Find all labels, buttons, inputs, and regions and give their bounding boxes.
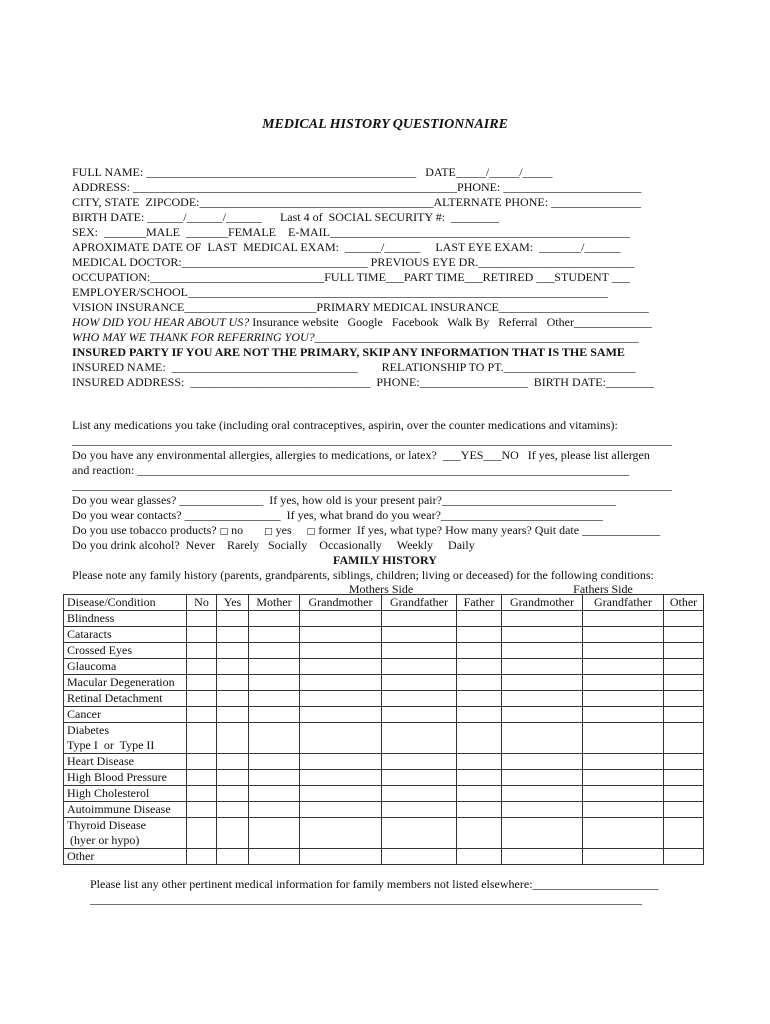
condition-cell[interactable]	[217, 611, 249, 627]
condition-cell[interactable]	[382, 659, 457, 675]
table-row	[64, 849, 704, 865]
table-row	[64, 818, 704, 849]
tobacco-no-label: no	[228, 523, 244, 537]
condition-cell[interactable]	[187, 818, 217, 849]
condition-label: Heart Disease	[64, 754, 187, 770]
condition-cell[interactable]	[249, 691, 300, 707]
condition-cell[interactable]	[502, 786, 583, 802]
tobacco-yes-checkbox[interactable]: □	[264, 527, 273, 537]
condition-cell[interactable]	[300, 754, 382, 770]
condition-cell[interactable]	[457, 849, 502, 865]
condition-cell[interactable]	[187, 627, 217, 643]
condition-cell[interactable]	[300, 723, 382, 754]
condition-cell[interactable]	[249, 643, 300, 659]
medications-blank-line[interactable]: ____________________________________________________________________________________________________	[72, 433, 672, 447]
tobacco-former-label[interactable]: former If yes, what type? How many years? Quit date _____________	[315, 523, 661, 537]
condition-cell[interactable]	[382, 611, 457, 627]
condition-cell[interactable]	[502, 723, 583, 754]
condition-cell[interactable]	[664, 691, 704, 707]
condition-label: Blindness	[64, 611, 187, 627]
condition-label: Autoimmune Disease	[64, 802, 187, 818]
condition-cell[interactable]	[583, 770, 664, 786]
condition-label: Diabetes Type I or Type II	[64, 723, 187, 754]
condition-cell[interactable]	[300, 659, 382, 675]
condition-cell[interactable]	[300, 675, 382, 691]
insurance-line[interactable]: VISION INSURANCE______________________PRIMARY MEDICAL INSURANCE_________________________	[72, 300, 649, 314]
condition-cell[interactable]	[664, 707, 704, 723]
header-yes: Yes	[217, 595, 249, 611]
condition-cell[interactable]	[502, 802, 583, 818]
alcohol-line[interactable]: Do you drink alcohol? Never Rarely Socially Occasionally Weekly Daily	[72, 538, 475, 552]
condition-cell[interactable]	[187, 643, 217, 659]
condition-cell[interactable]	[249, 818, 300, 849]
condition-cell[interactable]	[583, 849, 664, 865]
city-state-zip-line[interactable]: CITY, STATE ZIPCODE:_______________________________________ALTERNATE PHONE: _______________	[72, 195, 642, 209]
header-maternal-grandfather: Grandfather	[382, 595, 457, 611]
condition-cell[interactable]	[502, 659, 583, 675]
condition-cell[interactable]	[300, 802, 382, 818]
condition-cell[interactable]	[300, 691, 382, 707]
insured-heading: INSURED PARTY IF YOU ARE NOT THE PRIMARY, SKIP ANY INFORMATION THAT IS THE SAME	[72, 345, 625, 359]
condition-cell[interactable]	[457, 611, 502, 627]
condition-cell[interactable]	[382, 691, 457, 707]
condition-cell[interactable]	[300, 786, 382, 802]
condition-cell[interactable]	[249, 786, 300, 802]
table-row	[64, 691, 704, 707]
table-row	[64, 770, 704, 786]
condition-cell[interactable]	[664, 818, 704, 849]
header-father: Father	[457, 595, 502, 611]
insured-name-line[interactable]: INSURED NAME: _______________________________ RELATIONSHIP TO PT.______________________	[72, 360, 636, 374]
condition-cell[interactable]	[249, 675, 300, 691]
table-row	[64, 707, 704, 723]
family-history-note: Please note any family history (parents, grandparents, siblings, children; living or deceased) for the following conditions:	[72, 568, 654, 582]
family-history-heading: FAMILY HISTORY	[333, 553, 437, 567]
condition-cell[interactable]	[583, 675, 664, 691]
condition-cell[interactable]	[502, 611, 583, 627]
employer-line[interactable]: EMPLOYER/SCHOOL______________________________________________________________________	[72, 285, 609, 299]
condition-cell[interactable]	[187, 754, 217, 770]
birth-date-line[interactable]: BIRTH DATE: ______/______/______ Last 4 of SOCIAL SECURITY #: ________	[72, 210, 500, 224]
condition-cell[interactable]	[217, 802, 249, 818]
header-paternal-grandfather: Grandfather	[583, 595, 664, 611]
condition-cell[interactable]	[217, 691, 249, 707]
condition-cell[interactable]	[217, 770, 249, 786]
other-info-prompt[interactable]: Please list any other pertinent medical information for family members not listed elsewhere:_____________________	[90, 877, 659, 891]
condition-cell[interactable]	[382, 802, 457, 818]
other-info-blank-line[interactable]: ____________________________________________________________________________________________	[90, 892, 642, 906]
condition-cell[interactable]	[187, 723, 217, 754]
condition-cell[interactable]	[583, 723, 664, 754]
condition-cell[interactable]	[664, 643, 704, 659]
condition-label: Crossed Eyes	[64, 643, 187, 659]
condition-cell[interactable]	[217, 754, 249, 770]
condition-cell[interactable]	[382, 675, 457, 691]
condition-cell[interactable]	[217, 818, 249, 849]
sex-email-line[interactable]: SEX: _______MALE _______FEMALE E-MAIL__________________________________________________	[72, 225, 630, 239]
condition-cell[interactable]	[583, 691, 664, 707]
condition-cell[interactable]	[457, 675, 502, 691]
condition-cell[interactable]	[583, 786, 664, 802]
condition-cell[interactable]	[457, 770, 502, 786]
condition-cell[interactable]	[382, 770, 457, 786]
condition-cell[interactable]	[583, 707, 664, 723]
occupation-line[interactable]: OCCUPATION:_____________________________FULL TIME___PART TIME___RETIRED ___STUDENT ___	[72, 270, 630, 284]
condition-cell[interactable]	[217, 707, 249, 723]
tobacco-yes-label: yes	[272, 523, 292, 537]
condition-cell[interactable]	[187, 707, 217, 723]
table-row	[64, 659, 704, 675]
hear-about-label: HOW DID YOU HEAR ABOUT US?	[72, 315, 250, 329]
condition-label: Cancer	[64, 707, 187, 723]
tobacco-question: Do you use tobacco products?	[72, 523, 217, 537]
condition-cell[interactable]	[382, 627, 457, 643]
insured-address-line[interactable]: INSURED ADDRESS: ______________________________ PHONE:__________________ BIRTH DATE:________	[72, 375, 654, 389]
condition-cell[interactable]	[502, 627, 583, 643]
condition-cell[interactable]	[217, 627, 249, 643]
table-row	[64, 802, 704, 818]
condition-cell[interactable]	[457, 691, 502, 707]
header-maternal-grandmother: Grandmother	[300, 595, 382, 611]
condition-cell[interactable]	[249, 611, 300, 627]
family-history-table	[63, 594, 704, 865]
condition-label: Glaucoma	[64, 659, 187, 675]
condition-cell[interactable]	[457, 802, 502, 818]
table-row	[64, 643, 704, 659]
condition-cell[interactable]	[217, 849, 249, 865]
condition-cell[interactable]	[583, 643, 664, 659]
condition-cell[interactable]	[457, 643, 502, 659]
contacts-line[interactable]: Do you wear contacts? ________________ If yes, what brand do you wear?___________________________	[72, 508, 603, 522]
referring-line[interactable]: WHO MAY WE THANK FOR REFERRING YOU?______________________________________________________	[72, 330, 639, 344]
reaction-line[interactable]: and reaction: __________________________________________________________________________________	[72, 463, 630, 477]
condition-cell[interactable]	[457, 659, 502, 675]
condition-cell[interactable]	[583, 818, 664, 849]
condition-label: Retinal Detachment	[64, 691, 187, 707]
address-line[interactable]: ADDRESS: ______________________________________________________PHONE: _______________________	[72, 180, 642, 194]
fathers-side-label: Fathers Side	[573, 582, 633, 596]
header-no: No	[187, 595, 217, 611]
condition-cell[interactable]	[249, 707, 300, 723]
condition-cell[interactable]	[664, 659, 704, 675]
table-row	[64, 723, 704, 754]
condition-cell[interactable]	[664, 627, 704, 643]
condition-cell[interactable]	[300, 611, 382, 627]
condition-cell[interactable]	[583, 659, 664, 675]
condition-cell[interactable]	[502, 849, 583, 865]
condition-cell[interactable]	[187, 675, 217, 691]
condition-cell[interactable]	[502, 754, 583, 770]
medical-doctor-line[interactable]: MEDICAL DOCTOR:_______________________________ PREVIOUS EYE DR.__________________________	[72, 255, 635, 269]
header-disease: Disease/Condition	[64, 595, 187, 611]
form-title: MEDICAL HISTORY QUESTIONNAIRE	[262, 117, 508, 132]
condition-cell[interactable]	[382, 786, 457, 802]
condition-cell[interactable]	[249, 849, 300, 865]
condition-cell[interactable]	[664, 802, 704, 818]
full-name-line[interactable]: FULL NAME: _____________________________________________ DATE_____/_____/_____	[72, 165, 553, 179]
condition-cell[interactable]	[300, 643, 382, 659]
condition-cell[interactable]	[249, 723, 300, 754]
condition-cell[interactable]	[457, 818, 502, 849]
condition-cell[interactable]	[664, 611, 704, 627]
condition-cell[interactable]	[300, 849, 382, 865]
condition-cell[interactable]	[382, 849, 457, 865]
table-row	[64, 627, 704, 643]
condition-cell[interactable]	[217, 786, 249, 802]
condition-cell[interactable]	[382, 643, 457, 659]
condition-cell[interactable]	[583, 627, 664, 643]
condition-cell[interactable]	[382, 723, 457, 754]
allergies-blank-line[interactable]: ____________________________________________________________________________________________________	[72, 478, 672, 492]
hear-about-options[interactable]: Insurance website Google Facebook Walk By Referral Other_____________	[249, 315, 652, 329]
condition-cell[interactable]	[583, 754, 664, 770]
condition-label: High Blood Pressure	[64, 770, 187, 786]
condition-cell[interactable]	[382, 707, 457, 723]
condition-cell[interactable]	[217, 675, 249, 691]
header-paternal-grandmother: Grandmother	[502, 595, 583, 611]
condition-label: Other	[64, 849, 187, 865]
condition-cell[interactable]	[457, 786, 502, 802]
condition-cell[interactable]	[502, 770, 583, 786]
condition-cell[interactable]	[664, 786, 704, 802]
condition-cell[interactable]	[457, 754, 502, 770]
condition-cell[interactable]	[664, 770, 704, 786]
condition-cell[interactable]	[502, 707, 583, 723]
condition-cell[interactable]	[300, 707, 382, 723]
condition-label: High Cholesterol	[64, 786, 187, 802]
exam-dates-line[interactable]: APROXIMATE DATE OF LAST MEDICAL EXAM: ______/______ LAST EYE EXAM: _______/______	[72, 240, 621, 254]
tobacco-former-checkbox[interactable]: □	[306, 527, 316, 537]
condition-cell[interactable]	[502, 818, 583, 849]
condition-cell[interactable]	[664, 723, 704, 754]
allergies-prompt[interactable]: Do you have any environmental allergies, allergies to medications, or latex? ___YES___NO If yes, please list allergen	[72, 448, 650, 462]
condition-label: Cataracts	[64, 627, 187, 643]
condition-cell[interactable]	[664, 849, 704, 865]
condition-cell[interactable]	[382, 818, 457, 849]
hear-about-line[interactable]	[72, 315, 697, 330]
condition-cell[interactable]	[457, 707, 502, 723]
condition-cell[interactable]	[502, 643, 583, 659]
condition-cell[interactable]	[249, 627, 300, 643]
condition-cell[interactable]	[187, 849, 217, 865]
condition-cell[interactable]	[502, 691, 583, 707]
condition-cell[interactable]	[187, 802, 217, 818]
condition-cell[interactable]	[664, 754, 704, 770]
condition-cell[interactable]	[249, 770, 300, 786]
condition-cell[interactable]	[187, 611, 217, 627]
condition-cell[interactable]	[249, 754, 300, 770]
condition-cell[interactable]	[249, 802, 300, 818]
condition-cell[interactable]	[187, 659, 217, 675]
condition-cell[interactable]	[187, 691, 217, 707]
table-header-row	[64, 595, 704, 611]
condition-cell[interactable]	[217, 723, 249, 754]
tobacco-no-checkbox[interactable]: □	[219, 527, 229, 537]
condition-cell[interactable]	[583, 802, 664, 818]
condition-cell[interactable]	[457, 627, 502, 643]
condition-cell[interactable]	[187, 786, 217, 802]
mothers-side-label: Mothers Side	[348, 582, 414, 596]
condition-cell[interactable]	[300, 627, 382, 643]
condition-cell[interactable]	[300, 818, 382, 849]
condition-cell[interactable]	[382, 754, 457, 770]
glasses-line[interactable]: Do you wear glasses? ______________ If yes, how old is your present pair?_____________________________	[72, 493, 616, 507]
condition-cell[interactable]	[217, 643, 249, 659]
condition-cell[interactable]	[217, 659, 249, 675]
condition-label: Thyroid Disease (hyer or hypo)	[64, 818, 187, 849]
condition-cell[interactable]	[664, 675, 704, 691]
condition-cell[interactable]	[187, 770, 217, 786]
header-other: Other	[664, 595, 704, 611]
condition-cell[interactable]	[502, 675, 583, 691]
table-row	[64, 675, 704, 691]
header-mother: Mother	[249, 595, 300, 611]
table-row	[64, 786, 704, 802]
condition-cell[interactable]	[583, 611, 664, 627]
condition-cell[interactable]	[300, 770, 382, 786]
medications-prompt: List any medications you take (including oral contraceptives, aspirin, over the counter medications and vitamins):	[72, 418, 618, 432]
condition-cell[interactable]	[457, 723, 502, 754]
condition-label: Macular Degeneration	[64, 675, 187, 691]
condition-cell[interactable]	[249, 659, 300, 675]
table-row	[64, 754, 704, 770]
table-row	[64, 611, 704, 627]
